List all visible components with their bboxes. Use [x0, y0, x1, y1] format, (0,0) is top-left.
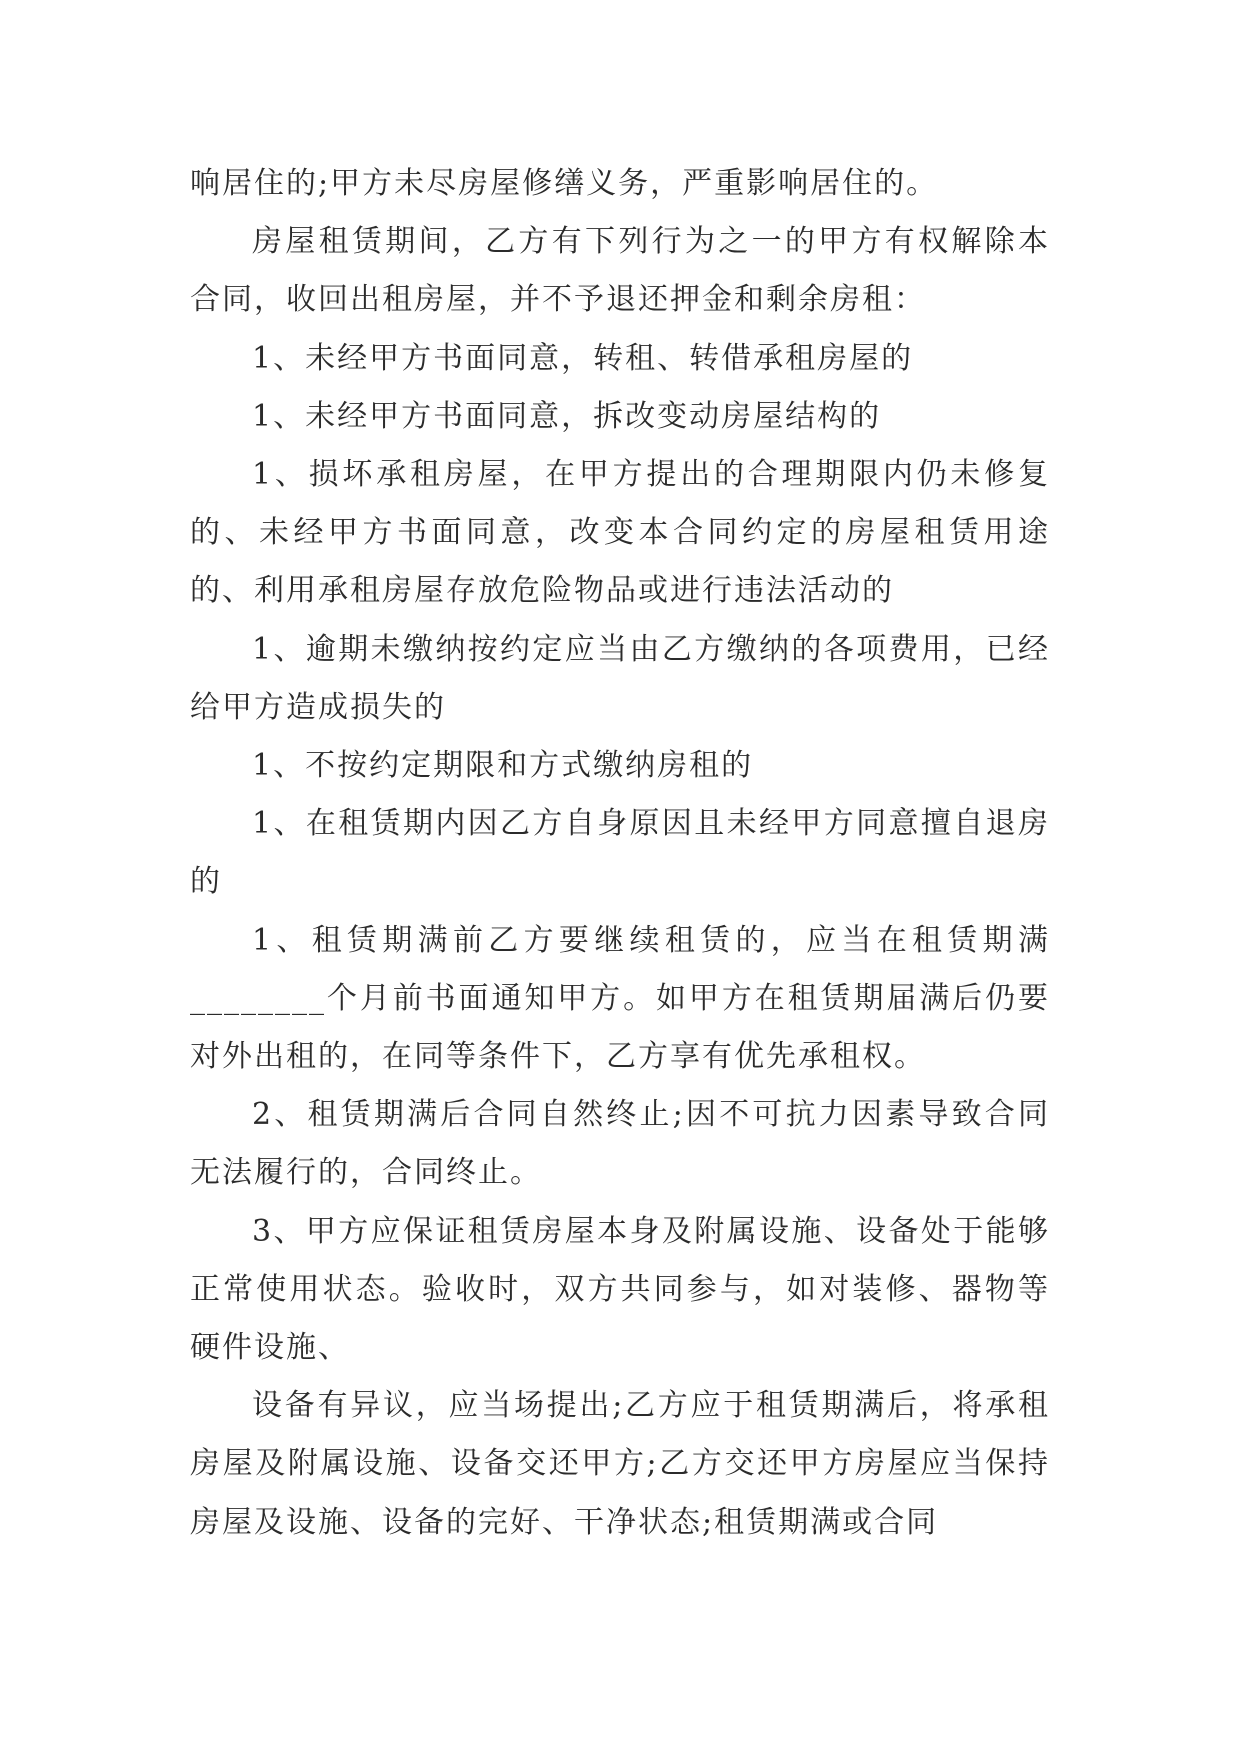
paragraph-expiry: 2、租赁期满后合同自然终止;因不可抗力因素导致合同无法履行的，合同终止。: [190, 1097, 1050, 1191]
renewal-text-before: 1、租赁期满前乙方要继续租赁的，应当在租赁期满: [252, 922, 1050, 958]
paragraph-inspection: 3、甲方应保证租赁房屋本身及附属设施、设备处于能够正常使用状态。验收时，双方共同参与，如对装修、器物等硬件设施、: [190, 1213, 1050, 1366]
list-item-fees: 1、逾期未缴纳按约定应当由乙方缴纳的各项费用，已经给甲方造成损失的: [190, 631, 1050, 725]
list-item-sublet: 1、未经甲方书面同意，转租、转借承租房屋的: [252, 340, 914, 376]
paragraph-termination-intro: 房屋租赁期间，乙方有下列行为之一的甲方有权解除本合同，收回出租房屋，并不予退还押金和剩余房租：: [190, 224, 1050, 318]
document-body: [190, 155, 1050, 1552]
renewal-blank: ________: [190, 980, 326, 1016]
list-item-structure: 1、未经甲方书面同意，拆改变动房屋结构的: [252, 398, 882, 434]
list-item-rent: 1、不按约定期限和方式缴纳房租的: [252, 748, 754, 784]
list-item-move-out: 1、在租赁期内因乙方自身原因且未经甲方同意擅自退房的: [190, 806, 1050, 900]
renewal-text-after: 个月前书面通知甲方。如甲方在租赁期届满后仍要对外出租的，在同等条件下，乙方享有优先承租权。: [190, 980, 1050, 1075]
list-item-damage: 1、损坏承租房屋，在甲方提出的合理期限内仍未修复的、未经甲方书面同意，改变本合同约定的房屋租赁用途的、利用承租房屋存放危险物品或进行违法活动的: [190, 457, 1050, 609]
paragraph-continuation: 响居住的;甲方未尽房屋修缮义务，严重影响居住的。: [190, 166, 939, 201]
paragraph-return: 设备有异议，应当场提出;乙方应于租赁期满后，将承租房屋及附属设施、设备交还甲方;乙方交还甲方房屋应当保持房屋及设施、设备的完好、干净状态;租赁期满或合同: [190, 1388, 1050, 1540]
paragraph-renewal: [190, 912, 1050, 1087]
